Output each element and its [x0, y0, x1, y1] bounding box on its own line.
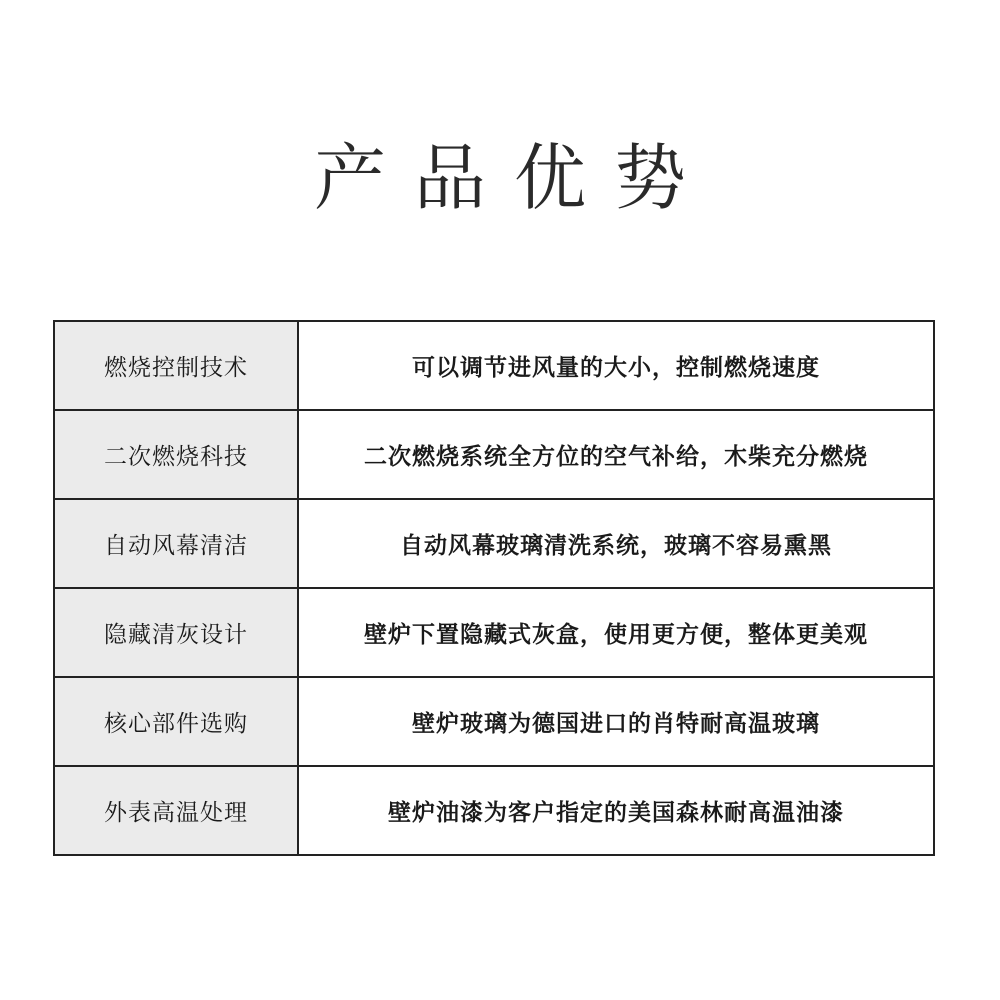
table-row — [54, 410, 934, 499]
feature-cell: 燃烧控制技术 — [54, 321, 298, 410]
feature-cell: 自动风幕清洁 — [54, 499, 298, 588]
table-row — [54, 321, 934, 410]
table-row — [54, 588, 934, 677]
feature-cell: 外表高温处理 — [54, 766, 298, 855]
description-cell: 壁炉下置隐藏式灰盒，使用更方便，整体更美观 — [298, 588, 934, 677]
description-cell: 二次燃烧系统全方位的空气补给，木柴充分燃烧 — [298, 410, 934, 499]
table-row — [54, 677, 934, 766]
feature-cell: 二次燃烧科技 — [54, 410, 298, 499]
description-cell: 壁炉油漆为客户指定的美国森林耐高温油漆 — [298, 766, 934, 855]
description-cell: 自动风幕玻璃清洗系统，玻璃不容易熏黑 — [298, 499, 934, 588]
bottom-edge — [0, 990, 1000, 1000]
table-row — [54, 499, 934, 588]
table-row — [54, 766, 934, 855]
description-cell: 壁炉玻璃为德国进口的肖特耐高温玻璃 — [298, 677, 934, 766]
feature-cell: 隐藏清灰设计 — [54, 588, 298, 677]
description-cell: 可以调节进风量的大小，控制燃烧速度 — [298, 321, 934, 410]
product-advantages-table — [53, 320, 935, 856]
page-title: 产品优势 — [313, 136, 714, 220]
feature-cell: 核心部件选购 — [54, 677, 298, 766]
